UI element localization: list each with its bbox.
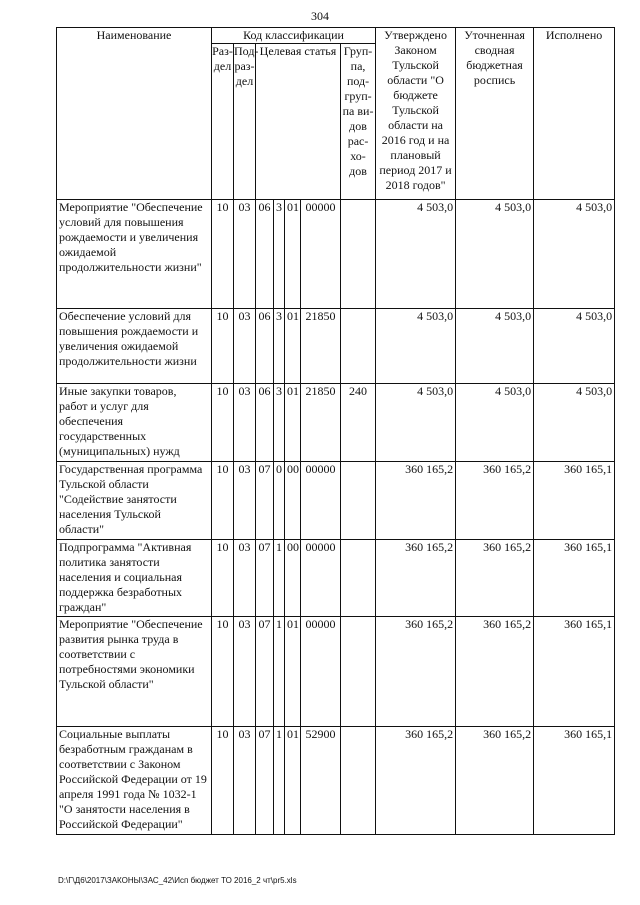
row-subsection: 03 [234, 462, 256, 540]
row-refined: 360 165,2 [456, 727, 534, 835]
row-approved: 360 165,2 [376, 617, 456, 727]
row-subsection: 03 [234, 309, 256, 384]
row-approved: 4 503,0 [376, 309, 456, 384]
header-expense-group: Груп- па, под- груп- па ви- дов рас- хо- дов [341, 44, 376, 200]
page-number: 304 [311, 9, 329, 23]
row-executed: 360 165,1 [534, 462, 615, 540]
row-target-direction: 21850 [301, 309, 341, 384]
row-section: 10 [212, 727, 234, 835]
row-name: Социальные выплаты безработным гражданам в соответствии с Законом Российской Федерации от 19 апреля 1991 года № 1032-1 "О занятости населения в Российской Федерации" [57, 727, 212, 835]
row-name: Подпрограмма "Активная политика занятости населения и социальная поддержка безработных граждан" [57, 540, 212, 617]
row-target-program: 06 [256, 309, 274, 384]
row-target-direction: 00000 [301, 617, 341, 727]
row-target-direction: 00000 [301, 462, 341, 540]
row-subsection: 03 [234, 727, 256, 835]
row-name: Государственная программа Тульской области "Содействие занятости населения Тульской области" [57, 462, 212, 540]
row-target-subprogram: 3 [274, 309, 285, 384]
row-target-event: 00 [285, 462, 301, 540]
row-section: 10 [212, 384, 234, 462]
row-target-program: 07 [256, 727, 274, 835]
row-refined: 4 503,0 [456, 384, 534, 462]
row-target-event: 01 [285, 384, 301, 462]
file-path-footer: D:\Г\Д6\2017\ЗАКОНЫ\ЗАС_42\Исп бюджет ТО 2016_2 чт\pr5.xls [58, 876, 297, 885]
row-approved: 360 165,2 [376, 727, 456, 835]
budget-table [56, 27, 615, 835]
row-executed: 360 165,1 [534, 540, 615, 617]
row-refined: 4 503,0 [456, 309, 534, 384]
row-expense-group [341, 617, 376, 727]
row-subsection: 03 [234, 200, 256, 309]
header-subsection: Под- раз- дел [234, 44, 256, 200]
row-section: 10 [212, 540, 234, 617]
row-section: 10 [212, 309, 234, 384]
header-refined: Уточненная сводная бюджетная роспись [456, 28, 534, 200]
row-target-program: 07 [256, 617, 274, 727]
row-name: Иные закупки товаров, работ и услуг для обеспечения государственных (муниципальных) нужд [57, 384, 212, 462]
table-row [57, 727, 615, 835]
row-expense-group [341, 540, 376, 617]
row-refined: 360 165,2 [456, 617, 534, 727]
row-target-event: 00 [285, 540, 301, 617]
row-expense-group [341, 462, 376, 540]
row-section: 10 [212, 617, 234, 727]
row-approved: 4 503,0 [376, 200, 456, 309]
row-approved: 360 165,2 [376, 462, 456, 540]
row-name: Мероприятие "Обеспечение условий для повышения рождаемости и увеличения ожидаемой продолжительности жизни" [57, 200, 212, 309]
row-executed: 4 503,0 [534, 384, 615, 462]
header-section: Раз- дел [212, 44, 234, 200]
row-executed: 360 165,1 [534, 617, 615, 727]
row-approved: 4 503,0 [376, 384, 456, 462]
row-target-event: 01 [285, 309, 301, 384]
table-row [57, 309, 615, 384]
row-name: Обеспечение условий для повышения рождаемости и увеличения ожидаемой продолжительности жизни [57, 309, 212, 384]
row-expense-group [341, 200, 376, 309]
row-refined: 360 165,2 [456, 540, 534, 617]
row-approved: 360 165,2 [376, 540, 456, 617]
row-target-event: 01 [285, 200, 301, 309]
row-executed: 360 165,1 [534, 727, 615, 835]
row-target-program: 07 [256, 462, 274, 540]
row-refined: 4 503,0 [456, 200, 534, 309]
row-section: 10 [212, 200, 234, 309]
row-executed: 4 503,0 [534, 200, 615, 309]
row-target-direction: 00000 [301, 540, 341, 617]
header-executed: Исполнено [534, 28, 615, 200]
row-target-program: 07 [256, 540, 274, 617]
row-target-direction: 21850 [301, 384, 341, 462]
table-row [57, 384, 615, 462]
table-row [57, 617, 615, 727]
row-refined: 360 165,2 [456, 462, 534, 540]
header-target-item: Целевая статья [256, 44, 341, 200]
row-expense-group: 240 [341, 384, 376, 462]
row-name: Мероприятие "Обеспечение развития рынка труда в соответствии с потребностями экономики Тульской области" [57, 617, 212, 727]
table-row [57, 462, 615, 540]
table-row [57, 540, 615, 617]
row-section: 10 [212, 462, 234, 540]
row-target-program: 06 [256, 384, 274, 462]
row-target-subprogram: 1 [274, 727, 285, 835]
row-expense-group [341, 309, 376, 384]
row-target-subprogram: 3 [274, 384, 285, 462]
table-row [57, 200, 615, 309]
row-executed: 4 503,0 [534, 309, 615, 384]
row-target-event: 01 [285, 617, 301, 727]
row-expense-group [341, 727, 376, 835]
header-classification: Код классификации [212, 28, 376, 44]
row-target-subprogram: 1 [274, 540, 285, 617]
row-subsection: 03 [234, 540, 256, 617]
row-subsection: 03 [234, 384, 256, 462]
row-target-program: 06 [256, 200, 274, 309]
row-target-direction: 52900 [301, 727, 341, 835]
row-target-subprogram: 1 [274, 617, 285, 727]
row-subsection: 03 [234, 617, 256, 727]
row-target-direction: 00000 [301, 200, 341, 309]
row-target-subprogram: 0 [274, 462, 285, 540]
header-approved: Утверждено Законом Тульской области "О бюджете Тульской области на 2016 год и на плановый период 2017 и 2018 годов" [376, 28, 456, 200]
header-name: Наименование [57, 28, 212, 200]
row-target-event: 01 [285, 727, 301, 835]
row-target-subprogram: 3 [274, 200, 285, 309]
